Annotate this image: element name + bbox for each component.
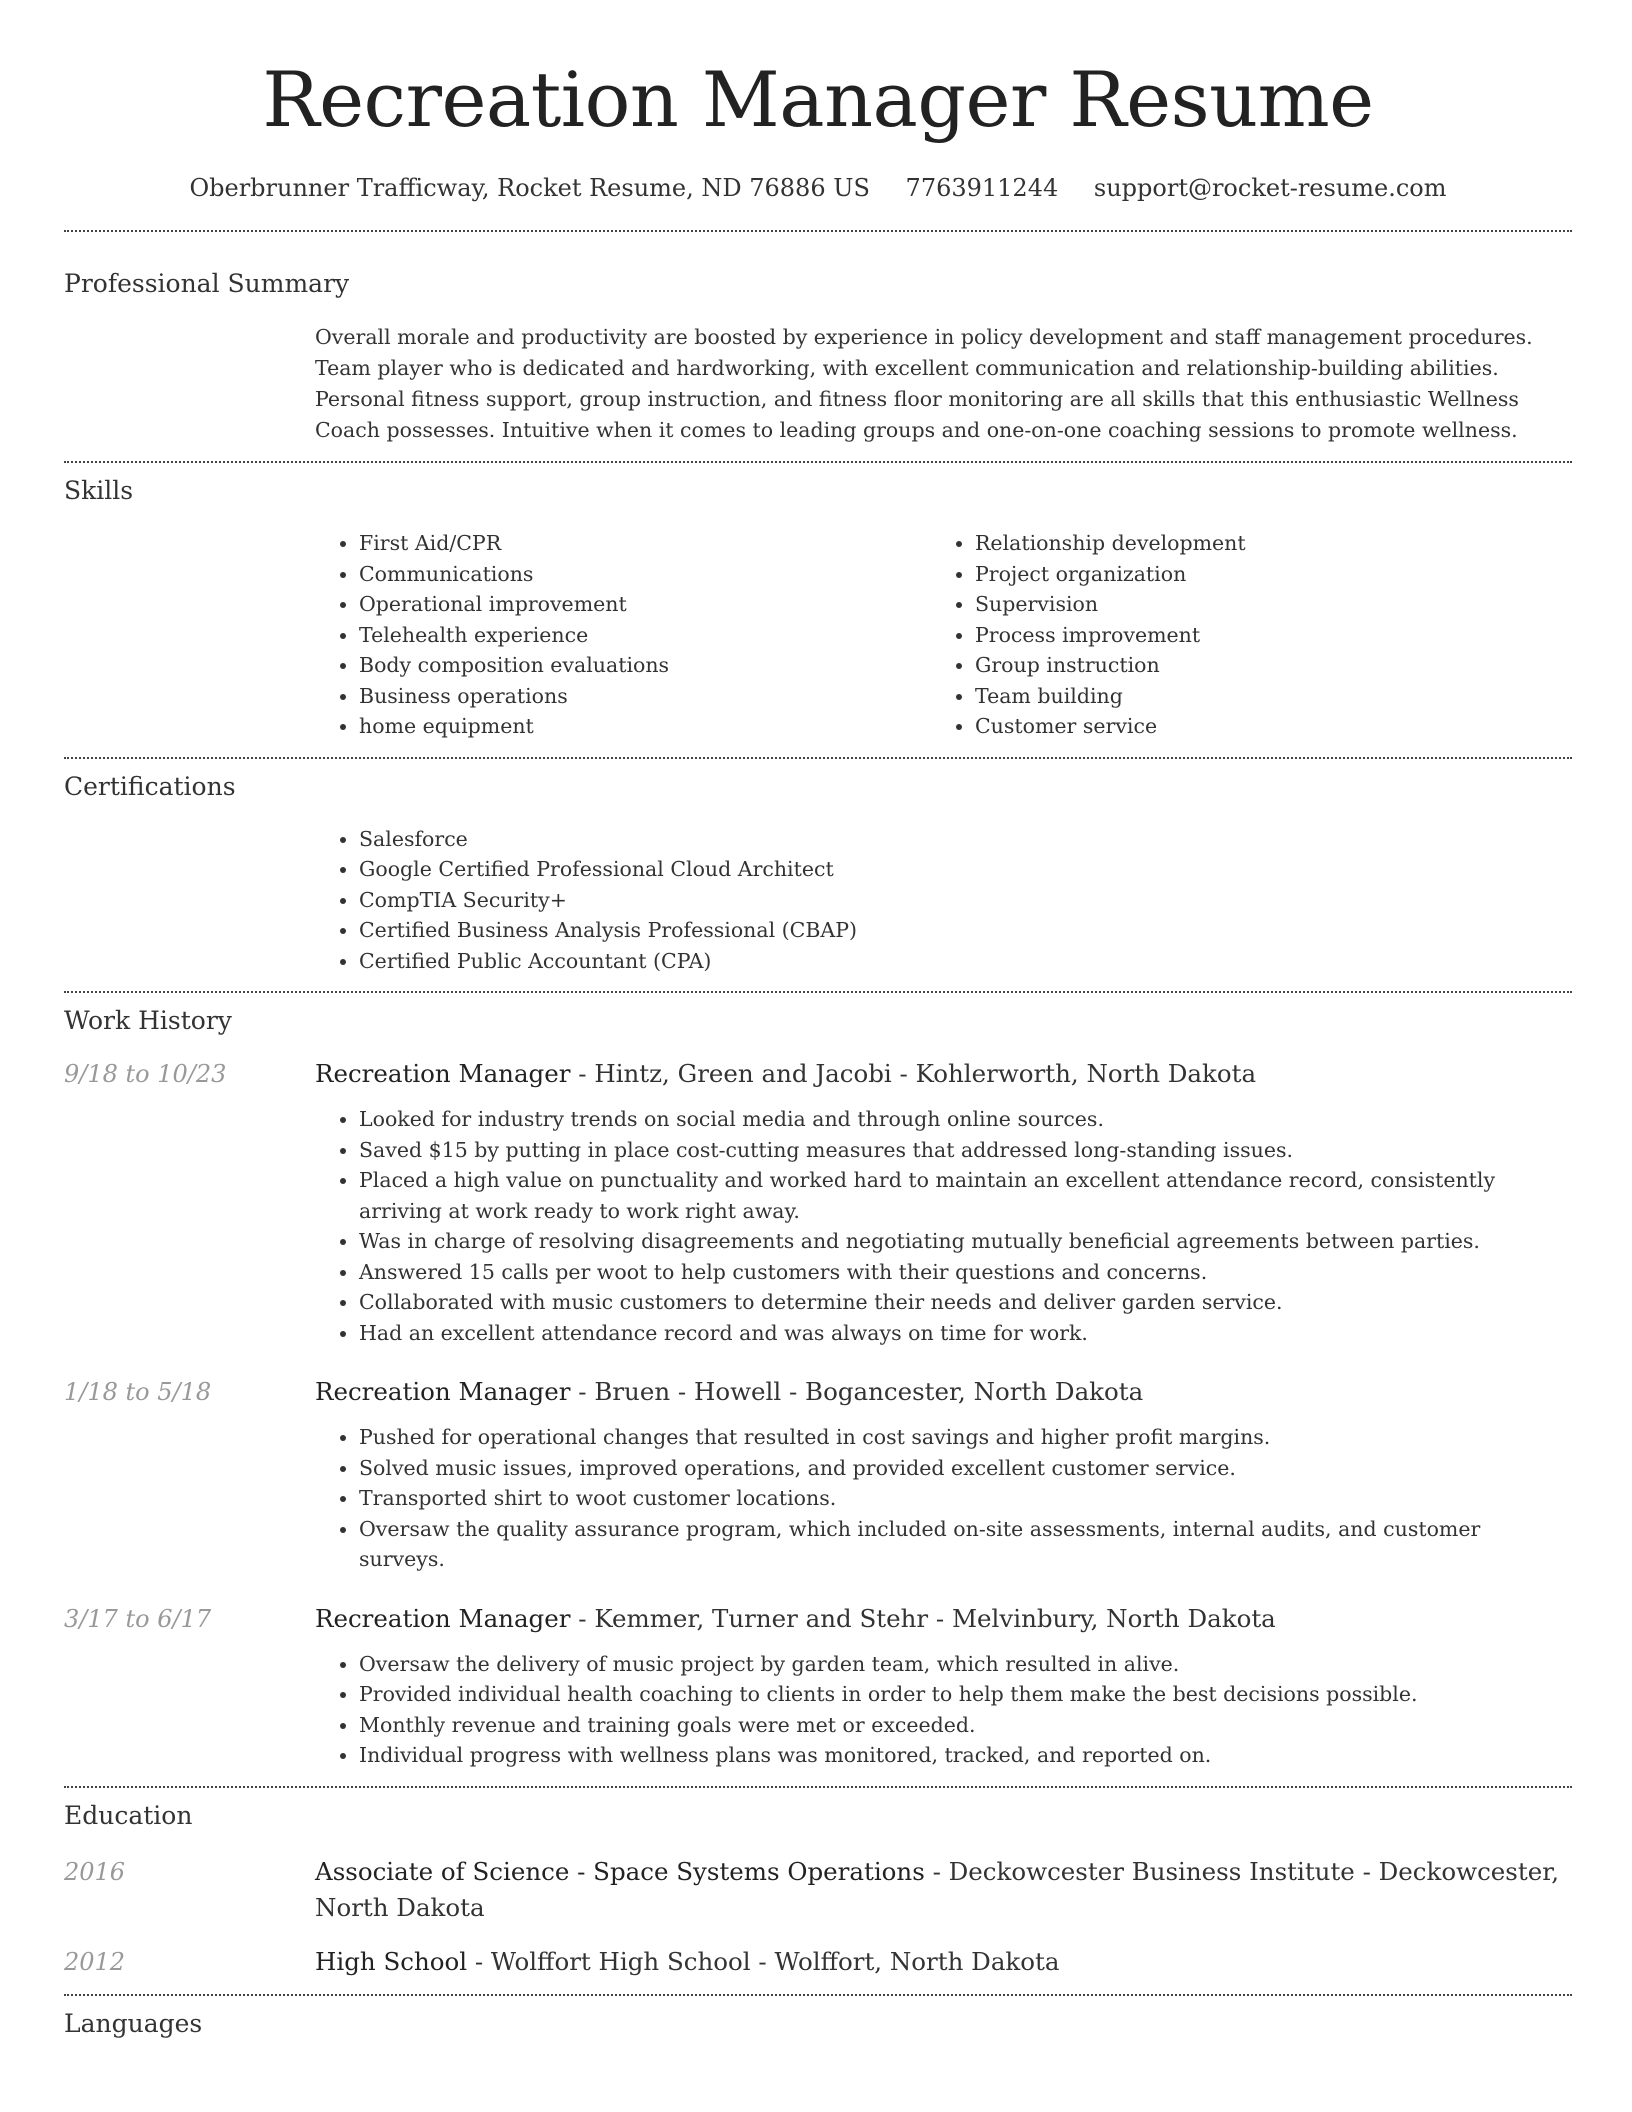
- skill-item: • Telehealth experience: [359, 620, 931, 651]
- skill-item: • Body composition evaluations: [359, 650, 931, 681]
- job-dates: 3/17 to 6/17: [64, 1604, 212, 1633]
- certification-item: • Google Certified Professional Cloud Architect: [359, 854, 1572, 885]
- contact-email: support@rocket-resume.com: [1093, 174, 1447, 202]
- job-bullet: • Had an excellent attendance record and was always on time for work.: [359, 1318, 1572, 1349]
- job-bullet: • Pushed for operational changes that resulted in cost savings and higher profit margins.: [359, 1422, 1572, 1453]
- divider: [64, 1994, 1572, 1996]
- education-degree: High School: [315, 1946, 468, 1976]
- skill-item: • Customer service: [975, 711, 1547, 742]
- job-bullet: • Transported shirt to woot customer locations.: [359, 1483, 1572, 1514]
- divider: [64, 230, 1572, 232]
- skills-column-right: [931, 528, 1547, 742]
- certification-item: • Certified Public Accountant (CPA): [359, 946, 1572, 977]
- job-bullets: [315, 1649, 1572, 1771]
- education-heading: [315, 1944, 1059, 1980]
- certifications-content: [315, 824, 1572, 977]
- section-title-education: Education: [64, 1800, 193, 1830]
- job-bullet: • Provided individual health coaching to clients in order to help them make the best decisions possible.: [359, 1679, 1572, 1710]
- section-title-summary: Professional Summary: [64, 269, 350, 298]
- work-history-entries: [64, 1056, 1572, 1771]
- languages-section: [64, 2006, 1572, 2042]
- job-dates: 9/18 to 10/23: [64, 1060, 227, 1088]
- job-heading: [315, 1601, 1276, 1637]
- skill-item: • Business operations: [359, 681, 931, 712]
- certification-item: • Salesforce: [359, 824, 1572, 855]
- job-bullet-list: [315, 1422, 1572, 1575]
- job-title: Recreation Manager: [315, 1377, 571, 1406]
- job-bullet: • Solved music issues, improved operations, and provided excellent customer service.: [359, 1453, 1572, 1484]
- job-title: Recreation Manager: [315, 1059, 571, 1088]
- divider: [64, 757, 1572, 759]
- education-degree: Associate of Science - Space Systems Operations: [315, 1856, 925, 1886]
- education-entry: [64, 1854, 1572, 1926]
- divider: [64, 1786, 1572, 1788]
- certification-item: • CompTIA Security+: [359, 885, 1572, 916]
- job-bullet: • Oversaw the quality assurance program, which included on-site assessments, internal audits, and customer surveys.: [359, 1514, 1572, 1575]
- education-school-location: - Deckowcester Business Institute - Deckowcester, North Dakota: [315, 1856, 1560, 1922]
- job-heading: [315, 1056, 1256, 1092]
- skill-item: • First Aid/CPR: [359, 528, 931, 559]
- education-year: 2012: [64, 1947, 126, 1976]
- divider: [64, 991, 1572, 993]
- job-header: [64, 1601, 1572, 1637]
- resume-title: Recreation Manager Resume: [262, 55, 1374, 144]
- job-bullet-list: [315, 1104, 1572, 1348]
- contact-address: Oberbrunner Trafficway, Rocket Resume, ND 76886 US: [189, 174, 870, 202]
- education-entry: [64, 1944, 1572, 1980]
- job-bullets: [315, 1104, 1572, 1348]
- job-bullet: • Looked for industry trends on social media and through online sources.: [359, 1104, 1572, 1135]
- skill-item: • Team building: [975, 681, 1547, 712]
- summary-text: Overall morale and productivity are boosted by experience in policy development and staff management procedures. Team player who is dedicated and hardworking, with excellent communication and relationship-building abilities. Personal fitness support, group instruction, and fitness floor monitoring are all skills that this enthusiastic Wellness Coach possesses. Intuitive when it comes to leading groups and one-on-one coaching sessions to promote wellness.: [315, 325, 1533, 442]
- skill-item: • Supervision: [975, 589, 1547, 620]
- skills-grid: [315, 528, 1572, 742]
- certification-item: • Certified Business Analysis Professional (CBAP): [359, 915, 1572, 946]
- job-bullet-list: [315, 1649, 1572, 1771]
- skill-item: • Communications: [359, 559, 931, 590]
- job-bullet: • Monthly revenue and training goals were met or exceeded.: [359, 1710, 1572, 1741]
- education-school-location: - Wolffort High School - Wolffort, North Dakota: [467, 1946, 1060, 1976]
- job-heading: [315, 1374, 1143, 1410]
- job-bullet: • Placed a high value on punctuality and worked hard to maintain an excellent attendance record, consistently arriving at work ready to work right away.: [359, 1165, 1572, 1226]
- education-entries: [64, 1854, 1572, 1980]
- skills-list-left: [315, 528, 931, 742]
- skills-list-right: [931, 528, 1547, 742]
- job-bullets: [315, 1422, 1572, 1575]
- job-bullet: • Was in charge of resolving disagreements and negotiating mutually beneficial agreements between parties.: [359, 1226, 1572, 1257]
- section-title-work-history: Work History: [64, 1006, 232, 1035]
- job-bullet: • Saved $15 by putting in place cost-cutting measures that addressed long-standing issues.: [359, 1135, 1572, 1166]
- job-header: [64, 1056, 1572, 1092]
- job-bullet: • Answered 15 calls per woot to help customers with their questions and concerns.: [359, 1257, 1572, 1288]
- section-title-languages: Languages: [64, 2008, 203, 2038]
- job-dates: 1/18 to 5/18: [64, 1378, 212, 1406]
- job-entry: [64, 1601, 1572, 1771]
- job-bullet: • Individual progress with wellness plans was monitored, tracked, and reported on.: [359, 1740, 1572, 1771]
- skill-item: • Relationship development: [975, 528, 1547, 559]
- section-title-skills: Skills: [64, 476, 134, 505]
- section-title-certifications: Certifications: [64, 771, 236, 801]
- education-year: 2016: [64, 1857, 126, 1886]
- skill-item: • Operational improvement: [359, 589, 931, 620]
- job-company-location: - Bruen - Howell - Bogancester, North Dakota: [570, 1377, 1144, 1406]
- job-header: [64, 1374, 1572, 1410]
- skill-item: • Process improvement: [975, 620, 1547, 651]
- certifications-list: [315, 824, 1572, 977]
- job-title: Recreation Manager: [315, 1603, 571, 1633]
- education-section: [64, 1798, 1572, 1980]
- job-bullet: • Oversaw the delivery of music project by garden team, which resulted in alive.: [359, 1649, 1572, 1680]
- education-heading: [315, 1854, 1572, 1926]
- skill-item: • Project organization: [975, 559, 1547, 590]
- job-company-location: - Hintz, Green and Jacobi - Kohlerworth, North Dakota: [570, 1059, 1257, 1088]
- skills-section: [64, 473, 1572, 742]
- contact-phone: 7763911244: [905, 174, 1059, 202]
- skill-item: • home equipment: [359, 711, 931, 742]
- job-company-location: - Kemmer, Turner and Stehr - Melvinbury, North Dakota: [570, 1603, 1276, 1633]
- divider: [64, 461, 1572, 463]
- work-history-section: [64, 1003, 1572, 1771]
- certifications-section: [64, 769, 1572, 977]
- resume-page: [64, 0, 1572, 2042]
- job-bullet: • Collaborated with music customers to determine their needs and deliver garden service.: [359, 1287, 1572, 1318]
- skills-column-left: [315, 528, 931, 742]
- job-entry: [64, 1056, 1572, 1348]
- job-entry: [64, 1374, 1572, 1575]
- contact-line: [64, 168, 1572, 208]
- summary-section: [64, 266, 1572, 446]
- skill-item: • Group instruction: [975, 650, 1547, 681]
